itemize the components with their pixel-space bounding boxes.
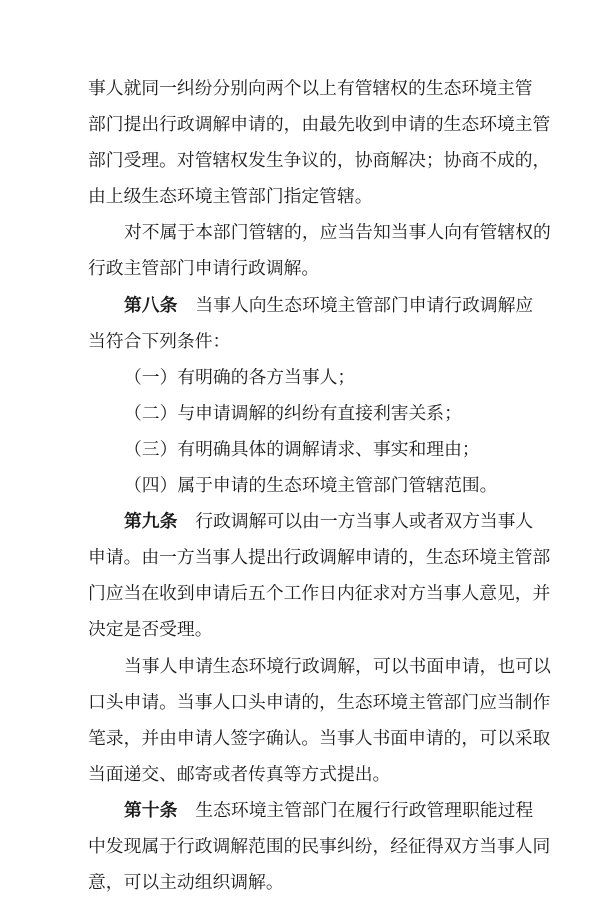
line-text: 门应当在收到申请后五个工作日内征求对方当事人意见，并 — [88, 583, 551, 605]
text-line — [88, 251, 528, 287]
article-number: 第八条 — [124, 294, 178, 316]
line-text: 当事人向生态环境主管部门申请行政调解应 — [195, 294, 534, 316]
text-line — [88, 504, 534, 540]
line-text: 行政主管部门申请行政调解。 — [88, 258, 320, 280]
text-line — [88, 576, 551, 612]
line-text: （一）有明确的各方当事人； — [124, 366, 356, 388]
text-line — [88, 143, 551, 179]
line-text: 部门受理。对管辖权发生争议的，协商解决；协商不成的， — [88, 150, 551, 172]
line-text: 对不属于本部门管辖的，应当告知当事人向有管辖权的 — [124, 222, 551, 244]
document-body — [88, 71, 551, 901]
line-text: （四）属于申请的生态环境主管部门管辖范围。 — [124, 475, 498, 497]
text-line — [88, 288, 534, 324]
line-text: 中发现属于行政调解范围的民事纠纷，经征得双方当事人同 — [88, 835, 551, 857]
text-line — [88, 685, 551, 721]
line-text: 意，可以主动组织调解。 — [88, 872, 284, 894]
text-line — [88, 432, 528, 468]
line-text: 口头申请。当事人口头申请的，生态环境主管部门应当制作 — [88, 691, 551, 713]
line-text: 决定是否受理。 — [88, 619, 213, 641]
line-text: 当面递交、邮寄或者传真等方式提出。 — [88, 763, 391, 785]
text-line — [88, 612, 528, 648]
text-line — [88, 721, 551, 757]
text-line — [88, 468, 528, 504]
text-line — [88, 649, 551, 685]
line-text: 生态环境主管部门在履行行政管理职能过程 — [195, 799, 534, 821]
text-line — [88, 865, 528, 901]
text-line — [88, 757, 528, 793]
text-line — [88, 360, 528, 396]
line-text: 事人就同一纠纷分别向两个以上有管辖权的生态环境主管 — [88, 78, 533, 99]
text-line — [88, 829, 551, 865]
line-text: 申请。由一方当事人提出行政调解申请的，生态环境主管部 — [88, 547, 551, 569]
line-text: 部门提出行政调解申请的，由最先收到申请的生态环境主管 — [88, 114, 551, 136]
article-number: 第十条 — [124, 799, 178, 821]
line-text: （二）与申请调解的纠纷有直接利害关系； — [124, 402, 462, 424]
text-line — [88, 179, 528, 215]
line-text: 当符合下列条件： — [88, 330, 231, 352]
text-line — [88, 107, 551, 143]
line-text: （三）有明确具体的调解请求、事实和理由； — [124, 438, 480, 460]
line-text: 笔录，并由申请人签字确认。当事人书面申请的，可以采取 — [88, 727, 551, 749]
line-text: 当事人申请生态环境行政调解，可以书面申请，也可以 — [124, 655, 551, 677]
text-line — [88, 215, 551, 251]
text-line — [88, 540, 551, 576]
text-line — [88, 71, 533, 107]
text-line — [88, 324, 528, 360]
text-line — [88, 793, 534, 829]
text-line — [88, 396, 528, 432]
line-text: 行政调解可以由一方当事人或者双方当事人 — [195, 511, 534, 533]
article-number: 第九条 — [124, 511, 178, 533]
line-text: 由上级生态环境主管部门指定管辖。 — [88, 186, 373, 208]
